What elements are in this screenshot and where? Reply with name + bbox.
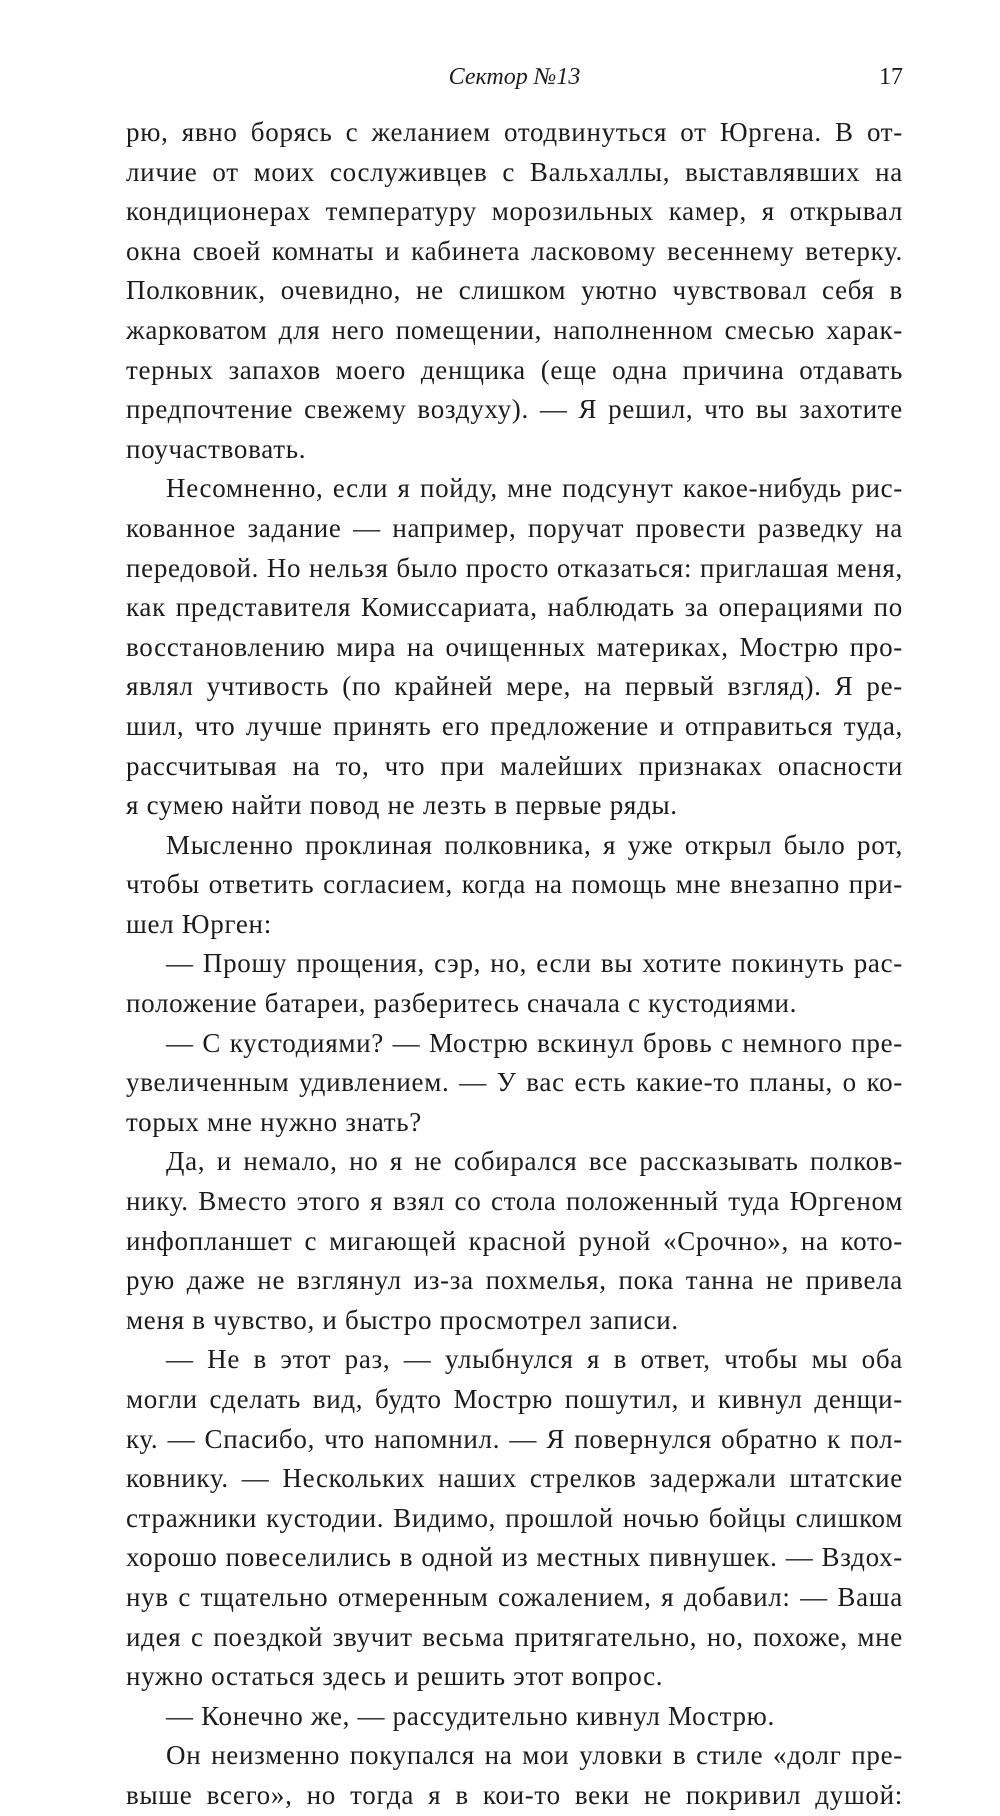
text-line: нику. Вместо этого я взял со стола положенный туда Юргеном (126, 1186, 903, 1217)
text-line: могли сделать вид, будто Мострю пошутил, и кивнул денщи- (126, 1384, 903, 1414)
text-line: восстановлению мира на очищенных материках, Мострю про- (126, 631, 903, 662)
text-line: положение батареи, разберитесь сначала с кустодиями. (126, 988, 798, 1019)
text-line: стражники кустодии. Видимо, прошлой ночью бойцы слишком (126, 1502, 903, 1533)
text-line: хорошо повеселились в одной из местных пивнушек. — Вздох- (126, 1542, 903, 1573)
text-line: шил, что лучше принять его предложение и отправиться туда, (126, 710, 903, 741)
text-line: терных запахов моего денщика (еще одна причина отдавать (126, 354, 903, 385)
text-line: окна своей комнаты и кабинета ласковому весеннему ветерку. (126, 235, 903, 266)
text-line: Да, и немало, но я не собирался все рассказывать полков- (166, 1146, 903, 1177)
text-line: жарковатом для него помещении, наполненном смесью харак- (126, 314, 903, 345)
text-line: предпочтение свежему воздуху). — Я решил, что вы захотите (126, 394, 903, 425)
text-line: рую даже не взглянул из-за похмелья, пока танна не привела (126, 1265, 903, 1296)
text-line: — Конечно же, — рассудительно кивнул Мострю. (166, 1700, 775, 1731)
text-line: ку. — Спасибо, что напомнил. — Я повернулся обратно к пол- (126, 1423, 903, 1454)
text-line: рассчитывая на то, что при малейших признаках опасности (126, 750, 903, 781)
running-head (126, 62, 903, 92)
text-line: являл учтивость (по крайней мере, на первый взгляд). Я ре- (126, 671, 903, 702)
text-line: как представителя Комиссариата, наблюдать за операциями по (126, 592, 903, 623)
text-line: торых мне нужно знать? (126, 1106, 422, 1137)
text-line: — Прошу прощения, сэр, но, если вы хотите покинуть рас- (166, 948, 903, 979)
running-title: Сектор №13 (448, 64, 581, 90)
text-line: Мысленно проклиная полковника, я уже открыл было рот, (166, 829, 903, 860)
text-line: — Не в этот раз, — улыбнулся я в ответ, чтобы мы оба (166, 1344, 903, 1375)
text-line: кондиционерах температуру морозильных камер, я открывал (126, 196, 903, 227)
page-number: 17 (879, 64, 903, 90)
text-line: идея с поездкой звучит весьма притягательно, но, похоже, мне (126, 1621, 903, 1652)
text-line: чтобы ответить согласием, когда на помощь мне внезапно при- (126, 869, 903, 900)
text-line: кованное задание — например, поручат провести разведку на (126, 512, 903, 543)
text-line: передовой. Но нельзя было просто отказаться: приглашая меня, (126, 552, 903, 583)
text-line: Он неизменно покупался на мои уловки в стиле «долг пре- (166, 1740, 903, 1771)
text-line: нув с тщательно отмеренным сожалением, я добавил: — Ваша (126, 1581, 903, 1612)
text-line: меня в чувство, и быстро просмотрел записи. (126, 1304, 679, 1335)
text-line: Полковник, очевидно, не слишком уютно чувствовал себя в (126, 275, 903, 306)
text-line: Несомненно, если я пойду, мне подсунут какое-нибудь рис- (166, 473, 903, 504)
text-line: я сумею найти повод не лезть в первые ряды. (126, 790, 678, 821)
text-line: инфопланшет с мигающей красной руной «Срочно», на кото- (126, 1225, 903, 1256)
text-line: шел Юрген: (126, 908, 272, 939)
text-line: — С кустодиями? — Мострю вскинул бровь с немного пре- (166, 1027, 903, 1058)
text-line: нужно остаться здесь и решить этот вопрос. (126, 1661, 664, 1692)
text-line: рю, явно борясь с желанием отодвинуться от Юргена. В от- (126, 117, 903, 147)
text-line: увеличенным удивлением. — У вас есть какие-то планы, о ко- (126, 1067, 903, 1098)
text-line: ковнику. — Нескольких наших стрелков задержали штатские (126, 1463, 903, 1494)
body-text (126, 113, 903, 1816)
text-line: поучаствовать. (126, 433, 307, 464)
text-line: выше всего», но тогда я в кои-то веки не покривил душой: (126, 1779, 903, 1810)
text-line: личие от моих сослуживцев с Вальхаллы, выставлявших на (126, 156, 903, 187)
